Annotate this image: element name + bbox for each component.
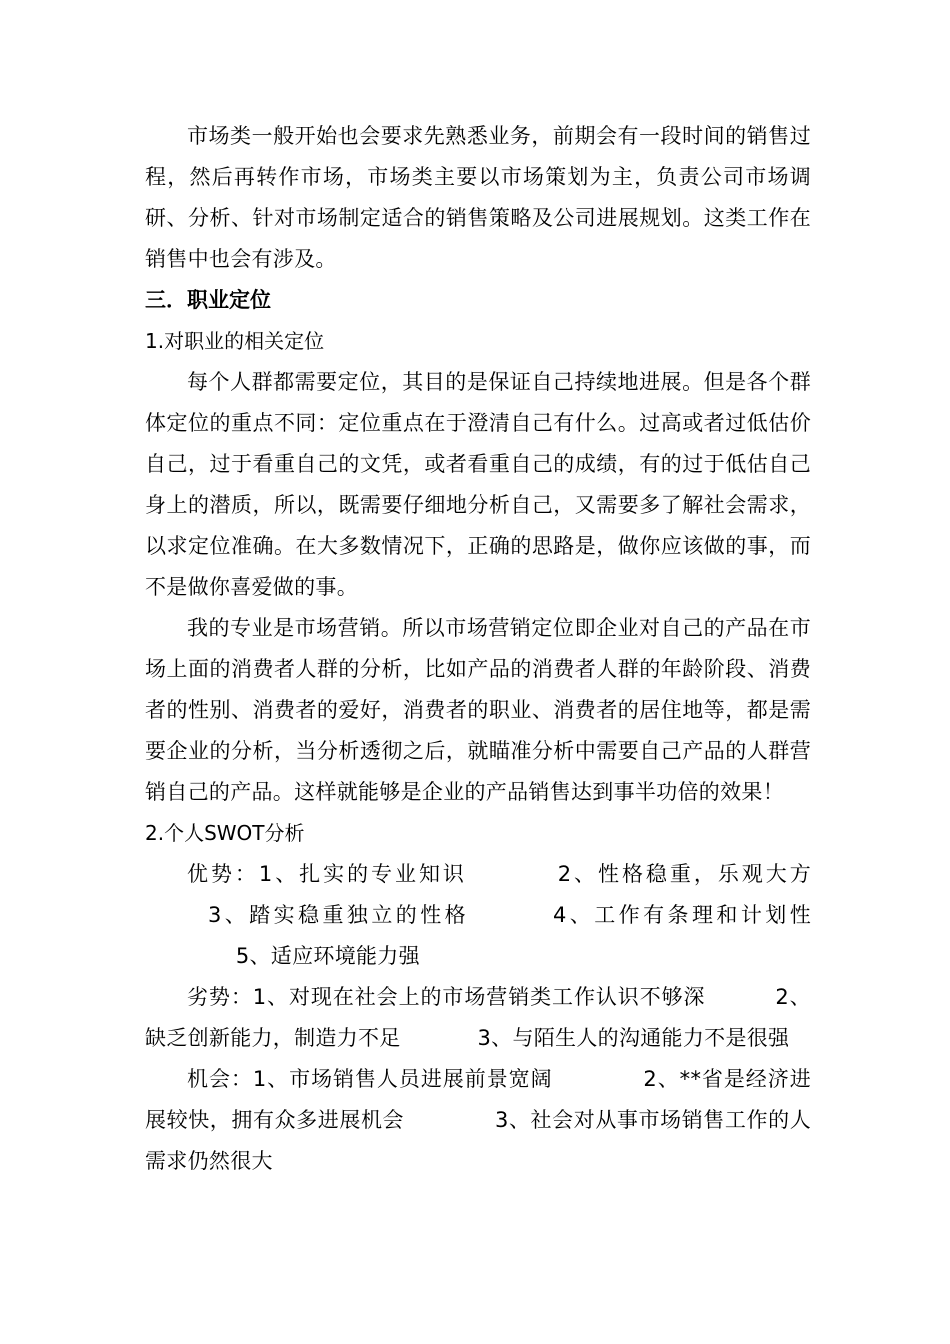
weakness-item: 1、对现在社会上的市场营销类工作认识不够深 [252,985,706,1009]
subheading-swot-analysis: 2.个人SWOT分析 [145,821,305,845]
strengths-label: 优势： [187,862,259,886]
paragraph-weaknesses [145,977,811,1059]
strength-item: 4、工作有条理和计划性 [552,903,811,927]
opportunity-item: 2、**省是经济进展较快，拥有众多进展机会 [145,1067,811,1132]
section-heading-career-positioning: 三．职业定位 [145,288,271,312]
weaknesses-label: 劣势： [187,985,253,1009]
opportunity-item: 3、社会对从事市场销售工作的人需求仍然很大 [145,1108,811,1173]
paragraph-marketing-positioning: 我的专业是市场营销。所以市场营销定位即企业对自己的产品在市场上面的消费者人群的分析，比如产品的消费者人群的年龄阶段、消费者的性别、消费者的爱好，消费者的职业、消费者的居住地等，都是需要企业的分析，当分析透彻之后，就瞄准分析中需要自己产品的人群营销自己的产品。这样就能够是企业的产品销售达到事半功倍的效果！ [145,616,811,804]
subheading-career-related-positioning: 1.对职业的相关定位 [145,329,325,353]
weakness-item: 3、与陌生人的沟通能力不是很强 [477,1026,790,1050]
paragraph-group-positioning: 每个人群都需要定位，其目的是保证自己持续地进展。但是各个群体定位的重点不同：定位重点在于澄清自己有什么。过高或者过低估价自己，过于看重自己的文凭，或者看重自己的成绩，有的过于低估自己身上的潜质，所以，既需要仔细地分析自己，又需要多了解社会需求，以求定位准确。在大多数情况下，正确的思路是，做你应该做的事，而不是做你喜爱做的事。 [145,370,811,599]
paragraph-market-roles: 市场类一般开始也会要求先熟悉业务，前期会有一段时间的销售过程，然后再转作市场，市场类主要以市场策划为主，负责公司市场调研、分析、针对市场制定适合的销售策略及公司进展规划。这类工作在销售中也会有涉及。 [145,124,811,271]
opportunity-item: 1、市场销售人员进展前景宽阔 [252,1067,553,1091]
paragraph-strengths [145,854,811,977]
strength-item: 3、踏实稳重独立的性格 [207,903,470,927]
paragraph-opportunities [145,1059,811,1182]
opportunities-label: 机会： [187,1067,253,1091]
document-body [145,116,811,1182]
weakness-item: 2、缺乏创新能力，制造力不足 [145,985,811,1050]
strength-item: 2、性格稳重，乐观大方 [557,862,811,886]
strength-item: 1、扎实的专业知识 [258,862,467,886]
strength-item: 5、适应环境能力强 [235,944,420,968]
